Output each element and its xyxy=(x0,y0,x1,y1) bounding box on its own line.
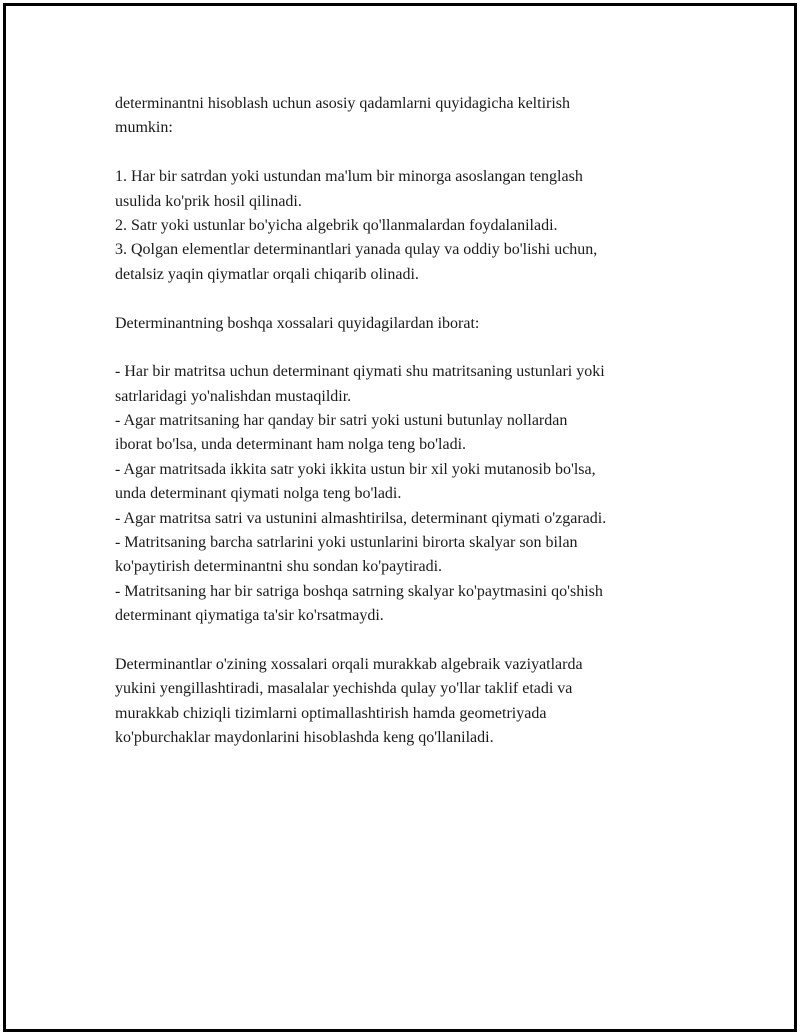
list-item-continuation: ko'paytirish determinantni shu sondan ko'paytiradi. xyxy=(115,558,443,576)
list-item: - Har bir matritsa uchun determinant qiymati shu matritsaning ustunlari yoki xyxy=(115,363,605,381)
paragraph-properties-list xyxy=(115,360,695,628)
paragraph-conclusion xyxy=(115,653,695,751)
list-item-continuation: usulida ko'prik hosil qilinadi. xyxy=(115,192,302,210)
list-item: 3. Qolgan elementlar determinantlari yanada qulay va oddiy bo'lishi uchun, xyxy=(115,241,598,259)
list-item-continuation: detalsiz yaqin qiymatlar orqali chiqarib olinadi. xyxy=(115,265,419,283)
list-item: - Agar matritsada ikkita satr yoki ikkita ustun bir xil yoki mutanosib bo'lsa, xyxy=(115,460,596,478)
document-body xyxy=(115,92,695,751)
list-item: - Matritsaning barcha satrlarini yoki ustunlarini birorta skalyar son bilan xyxy=(115,534,578,552)
paragraph-gap xyxy=(115,141,695,165)
text-line: yukini yengillashtiradi, masalalar yechishda qulay yo'llar taklif etadi va xyxy=(115,680,573,698)
text-line: determinantni hisoblash uchun asosiy qadamlarni quyidagicha keltirish xyxy=(115,95,571,112)
text-line: mumkin: xyxy=(115,119,173,137)
list-item-continuation: satrlaridagi yo'nalishdan mustaqildir. xyxy=(115,387,352,405)
paragraph-gap xyxy=(115,287,695,311)
text-line: Determinantlar o'zining xossalari orqali murakkab algebraik vaziyatlarda xyxy=(115,655,583,673)
list-item-continuation: iborat bo'lsa, unda determinant ham nolga teng bo'ladi. xyxy=(115,436,467,454)
list-item-continuation: unda determinant qiymati nolga teng bo'ladi. xyxy=(115,485,402,503)
paragraph-steps-list xyxy=(115,165,695,287)
text-line: Determinantning boshqa xossalari quyidagilardan iborat: xyxy=(115,314,480,332)
paragraph-gap xyxy=(115,629,695,653)
list-item-continuation: determinant qiymatiga ta'sir ko'rsatmaydi. xyxy=(115,607,384,625)
list-item: 2. Satr yoki ustunlar bo'yicha algebrik qo'llanmalardan foydalaniladi. xyxy=(115,216,558,234)
paragraph-intro xyxy=(115,92,695,141)
list-item: 1. Har bir satrdan yoki ustundan ma'lum bir minorga asoslangan tenglash xyxy=(115,168,583,186)
list-item: - Matritsaning har bir satriga boshqa satrning skalyar ko'paytmasini qo'shish xyxy=(115,582,603,600)
paragraph-properties-heading xyxy=(115,312,695,336)
paragraph-gap xyxy=(115,336,695,360)
list-item: - Agar matritsaning har qanday bir satri yoki ustuni butunlay nollardan xyxy=(115,412,568,430)
text-line: ko'pburchaklar maydonlarini hisoblashda keng qo'llaniladi. xyxy=(115,729,494,747)
text-line: murakkab chiziqli tizimlarni optimallashtirish hamda geometriyada xyxy=(115,704,547,722)
list-item: - Agar matritsa satri va ustunini almashtirilsa, determinant qiymati o'zgaradi. xyxy=(115,509,607,527)
